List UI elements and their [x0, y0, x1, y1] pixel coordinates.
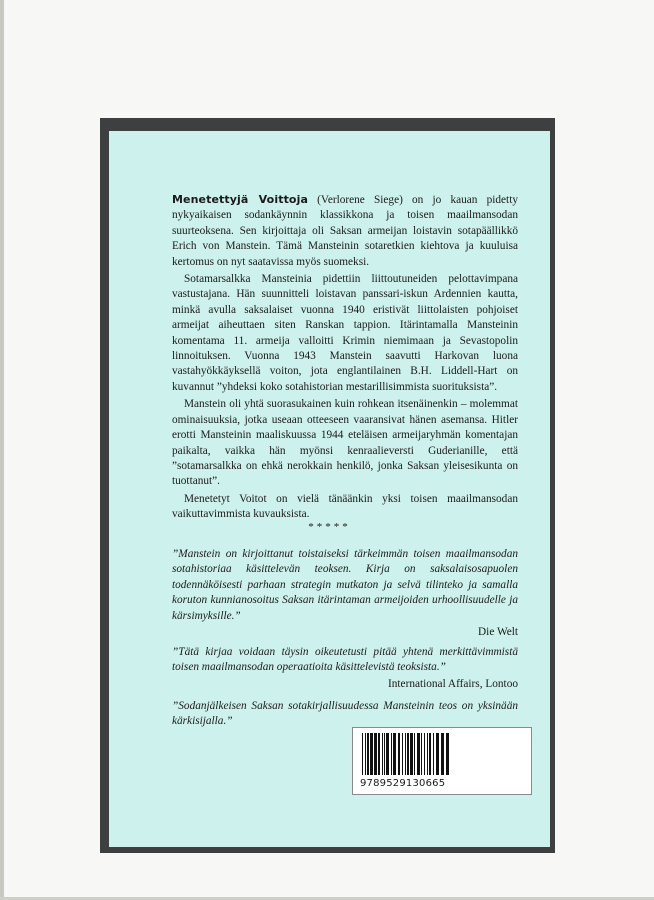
barcode-bar: [417, 733, 420, 775]
barcode-bar: [433, 733, 434, 775]
review-quote: [172, 645, 518, 692]
barcode-bar: [414, 733, 415, 775]
description-paragraph-1-text: (Verlorene Siege) on jo kauan pidetty nykyaikaisen sodankäynnin klassikkona ja toisen maailmansodan suurteoksena. Sen kirjoittaja oli Saksan armeijan loistavin sotapäällikkö Erich von Manstein. Tämä Mansteinin sotaretkien kiehtova ja kuuluisa kertomus on nyt saatavissa myös suomeksi.: [172, 194, 518, 268]
barcode-bar: [402, 733, 403, 775]
barcode-bar: [374, 733, 377, 775]
barcode-bar: [386, 733, 389, 775]
barcode-bar: [429, 733, 431, 775]
review-source: Die Welt: [478, 626, 518, 639]
book-title: Menetettyjä Voittoja: [172, 193, 308, 206]
barcode-bar: [405, 733, 406, 775]
barcode-bar: [367, 733, 369, 775]
description-paragraph-3: Manstein oli yhtä suorasukainen kuin rohkean itsenäinenkin – molemmat ominaisuuksia, jotka useaan otteeseen vaaransivat hänen asemansa. Hitler erotti Mansteinin maaliskuussa 1944 eteläisen armeijaryhmän komentajan paikalta, vaikka hän myönsi kenraalieversti Guderianille, että ”sotamarsalkka on ehkä nerokkain henkilö, jonka Saksan yleisesikunta on tuottanut”.: [172, 398, 518, 488]
barcode-bar: [410, 733, 413, 775]
barcode-bar: [441, 733, 444, 775]
barcode-bar: [398, 733, 400, 775]
barcode-bar: [424, 733, 425, 775]
description-paragraph-4: Menetetyt Voitot on vielä tänäänkin yksi toisen maailmansodan vaikuttavimmista kuvauksista.: [172, 492, 518, 521]
barcode-bar: [421, 733, 422, 775]
barcode-bar: [407, 733, 409, 775]
description-paragraph-1: [172, 192, 518, 270]
barcode-bar: [436, 733, 439, 775]
barcode-bar: [391, 733, 392, 775]
barcode-bar: [384, 733, 385, 775]
description-paragraph-2: Sotamarsalkka Mansteinia pidettiin liittoutuneiden pelottavimpana vastustajana. Hän suunnitteli loistavan panssari-iskun Ardennien kautta, minkä avulla saksalaiset vuonna 1940 eristivät liittolaisten pohjoiset armeijat aiheuttaen siten Ranskan tappion. Itärintamalla Mansteinin komentama 11. armeija valloitti Krimin niemimaan ja Sevastopolin linnoituksen. Vuonna 1943 Manstein saavutti Harkovan luona vastahyökkäyksellä voiton, jota englantilainen B.H. Liddell-Hart on kuvannut ”yhdeksi koko sotahistorian mestarillisimmista suorituksista”.: [172, 273, 518, 393]
barcode-bar: [378, 733, 380, 775]
barcode-bar: [362, 733, 363, 775]
barcode-bar: [427, 733, 428, 775]
barcode-label: [352, 727, 532, 795]
barcode-bar: [370, 733, 373, 775]
barcode-image: [361, 733, 523, 775]
review-text: ”Manstein on kirjoittanut toistaiseksi tärkeimmän toisen maailmansodan sotahistoriaa käsittelevän teoksen. Kirja on saksalaisosapuolen todennäköisesti parhaan strategin mutkaton ja selvä tilinteko ja samalla koruton kunnianosoitus Saksan itärintaman armeijoiden urhoollisuudelle ja kärsimyksille.”: [172, 548, 518, 622]
review-quote: [172, 547, 518, 640]
isbn-number: 9789529130665: [360, 778, 446, 789]
review-text: ”Sodanjälkeisen Saksan sotakirjallisuudessa Mansteinin teos on yksinään kärkisijalla.”: [172, 700, 518, 728]
barcode-bar: [365, 733, 366, 775]
barcode-bar: [382, 733, 383, 775]
barcode-bar: [393, 733, 396, 775]
book-description: [172, 192, 518, 525]
review-text: ”Tätä kirjaa voidaan täysin oikeutetusti pitää yhtenä merkittävimmistä toisen maailmansodan operaatioita käsittelevistä teoksista.”: [172, 646, 518, 674]
barcode-bar: [446, 733, 449, 775]
section-separator: *****: [308, 521, 351, 533]
review-source: International Affairs, Lontoo: [388, 677, 518, 690]
scan-edge-left: [0, 0, 4, 900]
back-cover: [109, 131, 550, 847]
